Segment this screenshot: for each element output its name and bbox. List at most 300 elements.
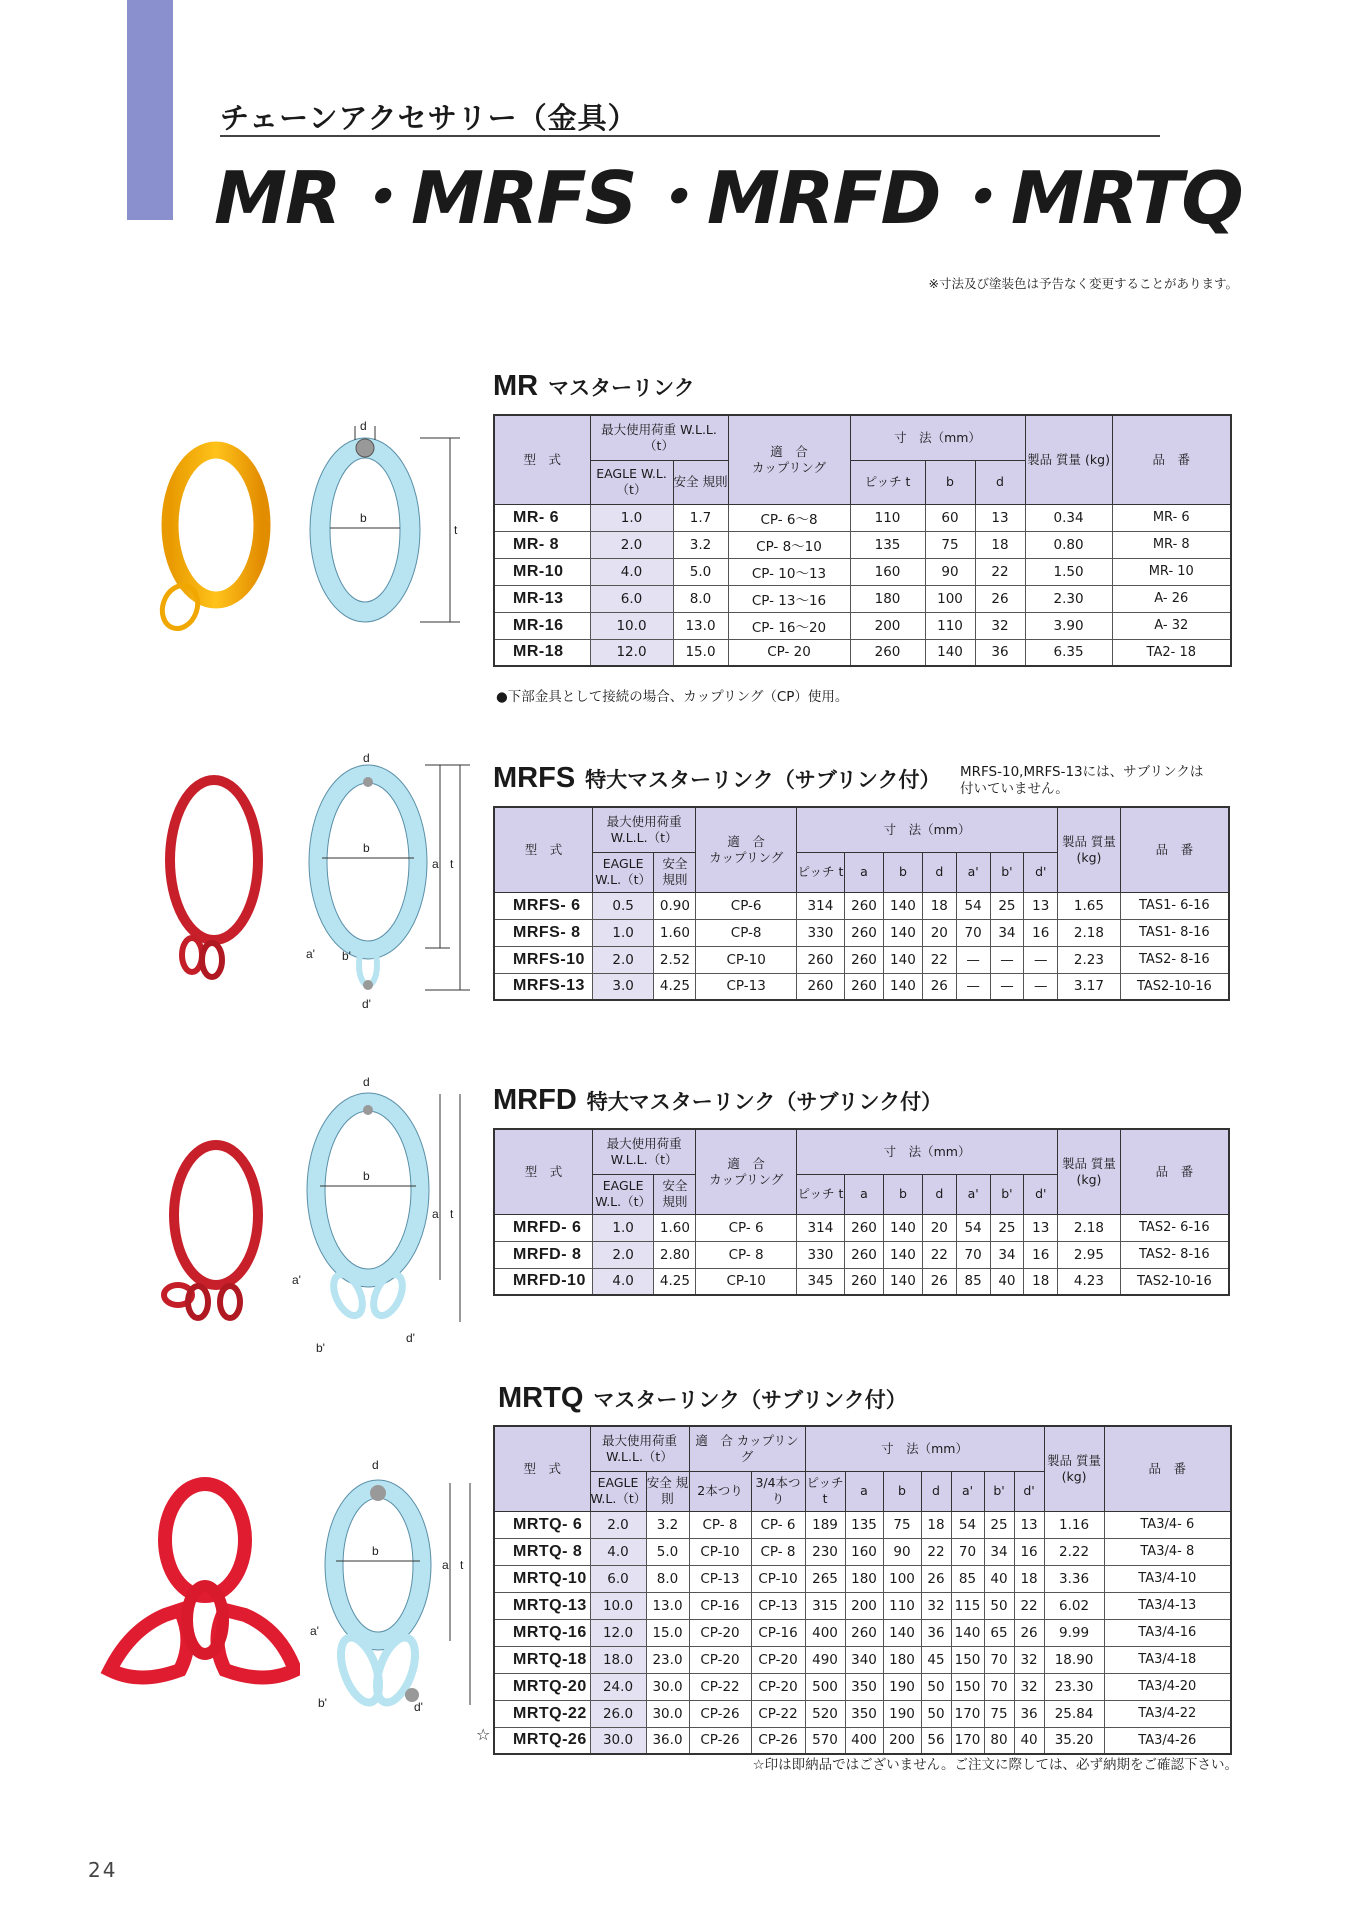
cell-ap: 85	[951, 1565, 984, 1592]
cell-b: 60	[925, 504, 975, 531]
cell-eagle: 24.0	[590, 1673, 646, 1700]
mrtq-note: ☆印は即納品ではございません。ご注文に際しては、必ず納期をご確認下さい。	[752, 1757, 1238, 1773]
cell-two: CP-26	[689, 1727, 751, 1754]
cell-eagle: 3.0	[592, 973, 654, 1000]
cell-part: TA3/4-16	[1104, 1619, 1231, 1646]
cell-two: CP- 8	[689, 1511, 751, 1538]
cell-part: MR- 8	[1112, 531, 1231, 558]
cell-eagle: 1.0	[592, 1214, 654, 1241]
cell-eagle: 1.0	[590, 504, 673, 531]
cell-part: A- 26	[1112, 585, 1231, 612]
cell-dp: 13	[1024, 1214, 1058, 1241]
dim-label-b: b	[360, 511, 367, 525]
cell-part: TAS2-10-16	[1120, 973, 1229, 1000]
cell-model: MR- 6	[494, 504, 590, 531]
cell-b: 110	[925, 612, 975, 639]
cell-model: MRTQ-22	[494, 1700, 590, 1727]
dim-label-a: a	[432, 1207, 439, 1221]
cell-safety: 8.0	[673, 585, 728, 612]
cell-t: 160	[850, 558, 925, 585]
cell-part: TA3/4- 8	[1104, 1538, 1231, 1565]
mrfs-table-row	[494, 919, 1229, 946]
cell-b: 180	[883, 1646, 921, 1673]
col-mass: 製品 質量 (kg)	[1058, 807, 1121, 892]
cell-a: 340	[845, 1646, 883, 1673]
col-d-prime: d'	[1024, 1174, 1058, 1214]
cell-part: TAS1- 8-16	[1120, 919, 1229, 946]
cell-a: 350	[845, 1700, 883, 1727]
cell-safety: 5.0	[673, 558, 728, 585]
mrtq-table-row	[494, 1592, 1231, 1619]
cell-model: MR-10	[494, 558, 590, 585]
cell-mass: 3.36	[1044, 1565, 1104, 1592]
col-d-prime: d'	[1014, 1471, 1044, 1511]
cell-ap: 170	[951, 1727, 984, 1754]
cell-two: CP-20	[689, 1646, 751, 1673]
cell-safety: 1.60	[654, 919, 696, 946]
mr-table-row	[494, 504, 1231, 531]
cell-b: 75	[925, 531, 975, 558]
cell-d: 20	[922, 919, 956, 946]
cell-eagle: 1.0	[592, 919, 654, 946]
col-safety: 安全 規則	[646, 1471, 689, 1511]
cell-part: MR- 10	[1112, 558, 1231, 585]
col-d: d	[975, 460, 1025, 504]
cell-a: 260	[845, 892, 884, 919]
cell-b: 100	[883, 1565, 921, 1592]
cell-model: MRFS- 6	[494, 892, 592, 919]
col-pitch: ピッチ t	[850, 460, 925, 504]
cell-d: 26	[922, 973, 956, 1000]
cell-mass: 2.18	[1058, 919, 1121, 946]
cell-a: 260	[845, 1268, 884, 1295]
cell-d: 22	[922, 946, 956, 973]
col-wll: 最大使用荷重 W.L.L.（t）	[590, 415, 728, 460]
cell-part: TA2- 18	[1112, 639, 1231, 666]
cell-a: 260	[845, 1619, 883, 1646]
col-eagle: EAGLE W.L.（t）	[590, 1471, 646, 1511]
col-eagle: EAGLE W.L.（t）	[590, 460, 673, 504]
mrfs-side-note: MRFS-10,MRFS-13には、サブリンクは 付いていません。	[960, 764, 1204, 797]
col-model: 型 式	[494, 1129, 592, 1214]
col-dims: 寸 法（mm）	[850, 415, 1025, 460]
cell-t: 189	[805, 1511, 845, 1538]
cell-tf: CP-16	[751, 1619, 805, 1646]
cell-b: 140	[883, 1619, 921, 1646]
col-pitch: ピッチ t	[796, 852, 844, 892]
cell-mass: 25.84	[1044, 1700, 1104, 1727]
cell-b: 90	[883, 1538, 921, 1565]
cell-part: TA3/4-18	[1104, 1646, 1231, 1673]
col-wll: 最大使用荷重 W.L.L.（t）	[590, 1426, 689, 1471]
cell-model: MRTQ- 8	[494, 1538, 590, 1565]
mrtq-red-link-photo	[100, 1470, 300, 1690]
cell-t: 520	[805, 1700, 845, 1727]
col-coupling: 適 合 カップリング	[689, 1426, 805, 1471]
cell-safety: 8.0	[646, 1565, 689, 1592]
cell-t: 315	[805, 1592, 845, 1619]
page-number: 24	[88, 1858, 118, 1882]
cell-dp: 32	[1014, 1673, 1044, 1700]
cell-model: MRFS- 8	[494, 919, 592, 946]
cell-model: MR-13	[494, 585, 590, 612]
mr-yellow-link-photo	[150, 440, 280, 640]
cell-bp: 34	[990, 1241, 1024, 1268]
cell-safety: 1.60	[654, 1214, 696, 1241]
cell-b: 140	[883, 1214, 922, 1241]
star-mark: ☆	[476, 1725, 491, 1744]
cell-model: MRTQ-13	[494, 1592, 590, 1619]
cell-mass: 3.90	[1025, 612, 1112, 639]
cell-t: 135	[850, 531, 925, 558]
cell-tf: CP-20	[751, 1673, 805, 1700]
mrtq-table-row	[494, 1727, 1231, 1754]
col-mass: 製品 質量 (kg)	[1025, 415, 1112, 504]
cell-b: 200	[883, 1727, 921, 1754]
mr-name: マスターリンク	[548, 376, 695, 400]
cell-part: TAS1- 6-16	[1120, 892, 1229, 919]
dim-label-b-prime: b'	[342, 949, 351, 963]
cell-b: 190	[883, 1673, 921, 1700]
col-wll: 最大使用荷重 W.L.L.（t）	[592, 1129, 696, 1174]
mr-code: MR	[493, 370, 539, 402]
mrtq-code: MRTQ	[498, 1382, 584, 1414]
cell-safety: 0.90	[654, 892, 696, 919]
col-d: d	[922, 852, 956, 892]
cell-bp: 70	[984, 1673, 1014, 1700]
cell-eagle: 2.0	[590, 531, 673, 558]
cell-model: MRTQ- 6	[494, 1511, 590, 1538]
col-d-prime: d'	[1024, 852, 1058, 892]
mrfd-table-row	[494, 1214, 1229, 1241]
mrtq-name: マスターリンク（サブリンク付）	[593, 1388, 907, 1412]
mr-dimension-diagram	[300, 418, 480, 638]
cell-dp: 40	[1014, 1727, 1044, 1754]
cell-bp: 25	[990, 892, 1024, 919]
cell-d: 18	[975, 531, 1025, 558]
disclaimer-note: ※寸法及び塗装色は予告なく変更することがあります。	[928, 276, 1238, 291]
cell-mass: 0.80	[1025, 531, 1112, 558]
col-dims: 寸 法（mm）	[805, 1426, 1044, 1471]
mrtq-dimension-diagram	[300, 1455, 490, 1715]
cell-mass: 35.20	[1044, 1727, 1104, 1754]
cell-d: 56	[921, 1727, 951, 1754]
cell-dp: 36	[1014, 1700, 1044, 1727]
side-accent-bar	[127, 0, 173, 220]
col-b: b	[925, 460, 975, 504]
cell-b: 190	[883, 1700, 921, 1727]
page-subtitle: チェーンアクセサリー（金具）	[220, 101, 638, 135]
cell-mass: 2.18	[1058, 1214, 1121, 1241]
col-b-prime: b'	[990, 852, 1024, 892]
cell-eagle: 2.0	[590, 1511, 646, 1538]
cell-d: 18	[921, 1511, 951, 1538]
mrfs-table-row	[494, 946, 1229, 973]
cell-t: 400	[805, 1619, 845, 1646]
cell-ap: 170	[951, 1700, 984, 1727]
cell-part: TA3/4-22	[1104, 1700, 1231, 1727]
cell-mass: 18.90	[1044, 1646, 1104, 1673]
cell-mass: 2.22	[1044, 1538, 1104, 1565]
cell-a: 400	[845, 1727, 883, 1754]
cell-t: 314	[796, 1214, 844, 1241]
cell-bp: 25	[990, 1214, 1024, 1241]
cell-ap: 150	[951, 1673, 984, 1700]
cell-part: TA3/4-10	[1104, 1565, 1231, 1592]
cell-model: MR- 8	[494, 531, 590, 558]
cell-d: 36	[975, 639, 1025, 666]
col-b-prime: b'	[984, 1471, 1014, 1511]
cell-eagle: 0.5	[592, 892, 654, 919]
cell-model: MRFS-13	[494, 973, 592, 1000]
cell-part: TAS2-10-16	[1120, 1268, 1229, 1295]
cell-eagle: 10.0	[590, 612, 673, 639]
cell-coupling: CP- 20	[728, 639, 850, 666]
cell-t: 490	[805, 1646, 845, 1673]
col-part: 品 番	[1120, 1129, 1229, 1214]
mr-table-row	[494, 639, 1231, 666]
cell-eagle: 10.0	[590, 1592, 646, 1619]
mr-table-row	[494, 558, 1231, 585]
cell-bp: 80	[984, 1727, 1014, 1754]
cell-coupling: CP-6	[696, 892, 796, 919]
col-pitch: ピッチ t	[796, 1174, 844, 1214]
dim-label-d-prime: d'	[362, 997, 371, 1010]
col-safety: 安全 規則	[654, 852, 696, 892]
cell-part: A- 32	[1112, 612, 1231, 639]
cell-t: 570	[805, 1727, 845, 1754]
cell-model: MRFD- 8	[494, 1241, 592, 1268]
cell-t: 180	[850, 585, 925, 612]
cell-b: 140	[883, 1268, 922, 1295]
mr-note: ●下部金具として接続の場合、カップリング（CP）使用。	[496, 689, 849, 705]
cell-model: MRTQ-20	[494, 1673, 590, 1700]
cell-coupling: CP- 16～20	[728, 612, 850, 639]
cell-two: CP-10	[689, 1538, 751, 1565]
cell-t: 110	[850, 504, 925, 531]
cell-safety: 1.7	[673, 504, 728, 531]
col-pitch: ピッチ t	[805, 1471, 845, 1511]
col-part: 品 番	[1120, 807, 1229, 892]
cell-bp: —	[990, 946, 1024, 973]
cell-t: 230	[805, 1538, 845, 1565]
cell-two: CP-16	[689, 1592, 751, 1619]
col-model: 型 式	[494, 807, 592, 892]
mrfd-section-heading	[493, 1084, 942, 1117]
cell-tf: CP-22	[751, 1700, 805, 1727]
cell-model: MRTQ-16	[494, 1619, 590, 1646]
mrtq-table-row	[494, 1511, 1231, 1538]
mrtq-section-heading	[498, 1382, 907, 1415]
mr-table-row	[494, 612, 1231, 639]
cell-b: 75	[883, 1511, 921, 1538]
cell-model: MRFS-10	[494, 946, 592, 973]
dim-label-a: a	[432, 857, 439, 871]
cell-two: CP-13	[689, 1565, 751, 1592]
cell-eagle: 2.0	[592, 1241, 654, 1268]
cell-eagle: 4.0	[592, 1268, 654, 1295]
col-coupling: 適 合 カップリング	[728, 415, 850, 504]
cell-t: 330	[796, 1241, 844, 1268]
cell-tf: CP-13	[751, 1592, 805, 1619]
cell-model: MRTQ-26	[494, 1727, 590, 1754]
cell-dp: 18	[1024, 1268, 1058, 1295]
col-b-prime: b'	[990, 1174, 1024, 1214]
cell-b: 140	[883, 919, 922, 946]
cell-d: 22	[921, 1538, 951, 1565]
cell-eagle: 6.0	[590, 1565, 646, 1592]
cell-mass: 2.30	[1025, 585, 1112, 612]
mrfs-table-row	[494, 892, 1229, 919]
mrfd-table-row	[494, 1268, 1229, 1295]
cell-coupling: CP-10	[696, 946, 796, 973]
cell-ap: 150	[951, 1646, 984, 1673]
dim-label-d-prime: d'	[414, 1700, 423, 1714]
col-dims: 寸 法（mm）	[796, 1129, 1057, 1174]
cell-mass: 1.65	[1058, 892, 1121, 919]
cell-safety: 3.2	[646, 1511, 689, 1538]
cell-tf: CP-26	[751, 1727, 805, 1754]
dim-label-a-prime: a'	[306, 947, 315, 961]
cell-part: TAS2- 8-16	[1120, 1241, 1229, 1268]
cell-a: 260	[845, 919, 884, 946]
cell-ap: 70	[956, 919, 990, 946]
cell-coupling: CP- 13～16	[728, 585, 850, 612]
dim-label-b-prime: b'	[316, 1341, 325, 1355]
cell-a: 260	[845, 946, 884, 973]
cell-tf: CP- 8	[751, 1538, 805, 1565]
cell-a: 260	[845, 973, 884, 1000]
cell-t: 265	[805, 1565, 845, 1592]
cell-b: 140	[883, 1241, 922, 1268]
cell-part: TA3/4-13	[1104, 1592, 1231, 1619]
cell-safety: 15.0	[646, 1619, 689, 1646]
cell-t: 260	[850, 639, 925, 666]
mrfs-spec-table-body	[493, 806, 1230, 1001]
cell-d: 22	[922, 1241, 956, 1268]
cell-dp: 13	[1024, 892, 1058, 919]
mrtq-table-row	[494, 1700, 1231, 1727]
cell-coupling: CP- 10～13	[728, 558, 850, 585]
mr-spec-table	[493, 414, 1232, 667]
cell-coupling: CP-13	[696, 973, 796, 1000]
col-two-leg: 2本つり	[689, 1471, 751, 1511]
dim-label-d: d	[360, 419, 367, 433]
cell-part: TA3/4- 6	[1104, 1511, 1231, 1538]
mrtq-table-row	[494, 1673, 1231, 1700]
cell-dp: 16	[1014, 1538, 1044, 1565]
cell-t: 314	[796, 892, 844, 919]
dim-label-d: d	[363, 1075, 370, 1089]
mrfs-table-row	[494, 973, 1229, 1000]
col-wll: 最大使用荷重 W.L.L.（t）	[592, 807, 696, 852]
dim-label-d-prime: d'	[406, 1331, 415, 1345]
cell-mass: 4.23	[1058, 1268, 1121, 1295]
cell-coupling: CP- 6～8	[728, 504, 850, 531]
cell-safety: 23.0	[646, 1646, 689, 1673]
cell-model: MRFD-10	[494, 1268, 592, 1295]
cell-ap: 54	[956, 892, 990, 919]
dim-label-a: a	[442, 1558, 449, 1572]
cell-safety: 2.80	[654, 1241, 696, 1268]
cell-dp: —	[1024, 946, 1058, 973]
cell-a: 260	[845, 1214, 884, 1241]
mrfs-code: MRFS	[493, 762, 576, 794]
col-coupling: 適 合 カップリング	[696, 807, 796, 892]
mr-table-row	[494, 585, 1231, 612]
cell-two: CP-22	[689, 1673, 751, 1700]
cell-d: 32	[975, 612, 1025, 639]
cell-eagle: 12.0	[590, 639, 673, 666]
cell-mass: 1.50	[1025, 558, 1112, 585]
cell-b: 140	[883, 946, 922, 973]
mr-table-row	[494, 531, 1231, 558]
mrtq-spec-table	[493, 1425, 1232, 1755]
col-coupling: 適 合 カップリング	[696, 1129, 796, 1214]
dim-label-a-prime: a'	[292, 1273, 301, 1287]
dim-label-t: t	[450, 1207, 454, 1221]
cell-ap: 140	[951, 1619, 984, 1646]
cell-eagle: 26.0	[590, 1700, 646, 1727]
cell-b: 110	[883, 1592, 921, 1619]
col-a-prime: a'	[951, 1471, 984, 1511]
col-part: 品 番	[1112, 415, 1231, 504]
cell-ap: 70	[951, 1538, 984, 1565]
cell-part: MR- 6	[1112, 504, 1231, 531]
cell-tf: CP-20	[751, 1646, 805, 1673]
cell-d: 26	[921, 1565, 951, 1592]
col-eagle: EAGLE W.L.（t）	[592, 852, 654, 892]
cell-b: 140	[925, 639, 975, 666]
cell-mass: 3.17	[1058, 973, 1121, 1000]
cell-eagle: 4.0	[590, 1538, 646, 1565]
col-d: d	[922, 1174, 956, 1214]
cell-model: MRFD- 6	[494, 1214, 592, 1241]
cell-a: 350	[845, 1673, 883, 1700]
mrtq-table-row	[494, 1619, 1231, 1646]
cell-mass: 6.02	[1044, 1592, 1104, 1619]
cell-part: TA3/4-20	[1104, 1673, 1231, 1700]
col-part: 品 番	[1104, 1426, 1231, 1511]
col-b: b	[883, 1471, 921, 1511]
cell-bp: 25	[984, 1511, 1014, 1538]
cell-d: 26	[922, 1268, 956, 1295]
col-a: a	[845, 852, 884, 892]
cell-eagle: 4.0	[590, 558, 673, 585]
cell-safety: 36.0	[646, 1727, 689, 1754]
cell-d: 18	[922, 892, 956, 919]
cell-bp: 50	[984, 1592, 1014, 1619]
cell-coupling: CP-10	[696, 1268, 796, 1295]
cell-eagle: 18.0	[590, 1646, 646, 1673]
cell-bp: 70	[984, 1646, 1014, 1673]
cell-ap: 70	[956, 1241, 990, 1268]
mr-section-heading	[493, 370, 695, 403]
col-a: a	[845, 1471, 883, 1511]
mrfd-table-row	[494, 1241, 1229, 1268]
cell-safety: 13.0	[646, 1592, 689, 1619]
cell-safety: 5.0	[646, 1538, 689, 1565]
cell-d: 50	[921, 1700, 951, 1727]
cell-safety: 15.0	[673, 639, 728, 666]
col-a-prime: a'	[956, 852, 990, 892]
cell-safety: 30.0	[646, 1673, 689, 1700]
mrfs-dimension-diagram	[300, 750, 480, 1010]
dim-label-t: t	[450, 857, 454, 871]
cell-mass: 9.99	[1044, 1619, 1104, 1646]
col-b: b	[883, 852, 922, 892]
cell-bp: 40	[990, 1268, 1024, 1295]
